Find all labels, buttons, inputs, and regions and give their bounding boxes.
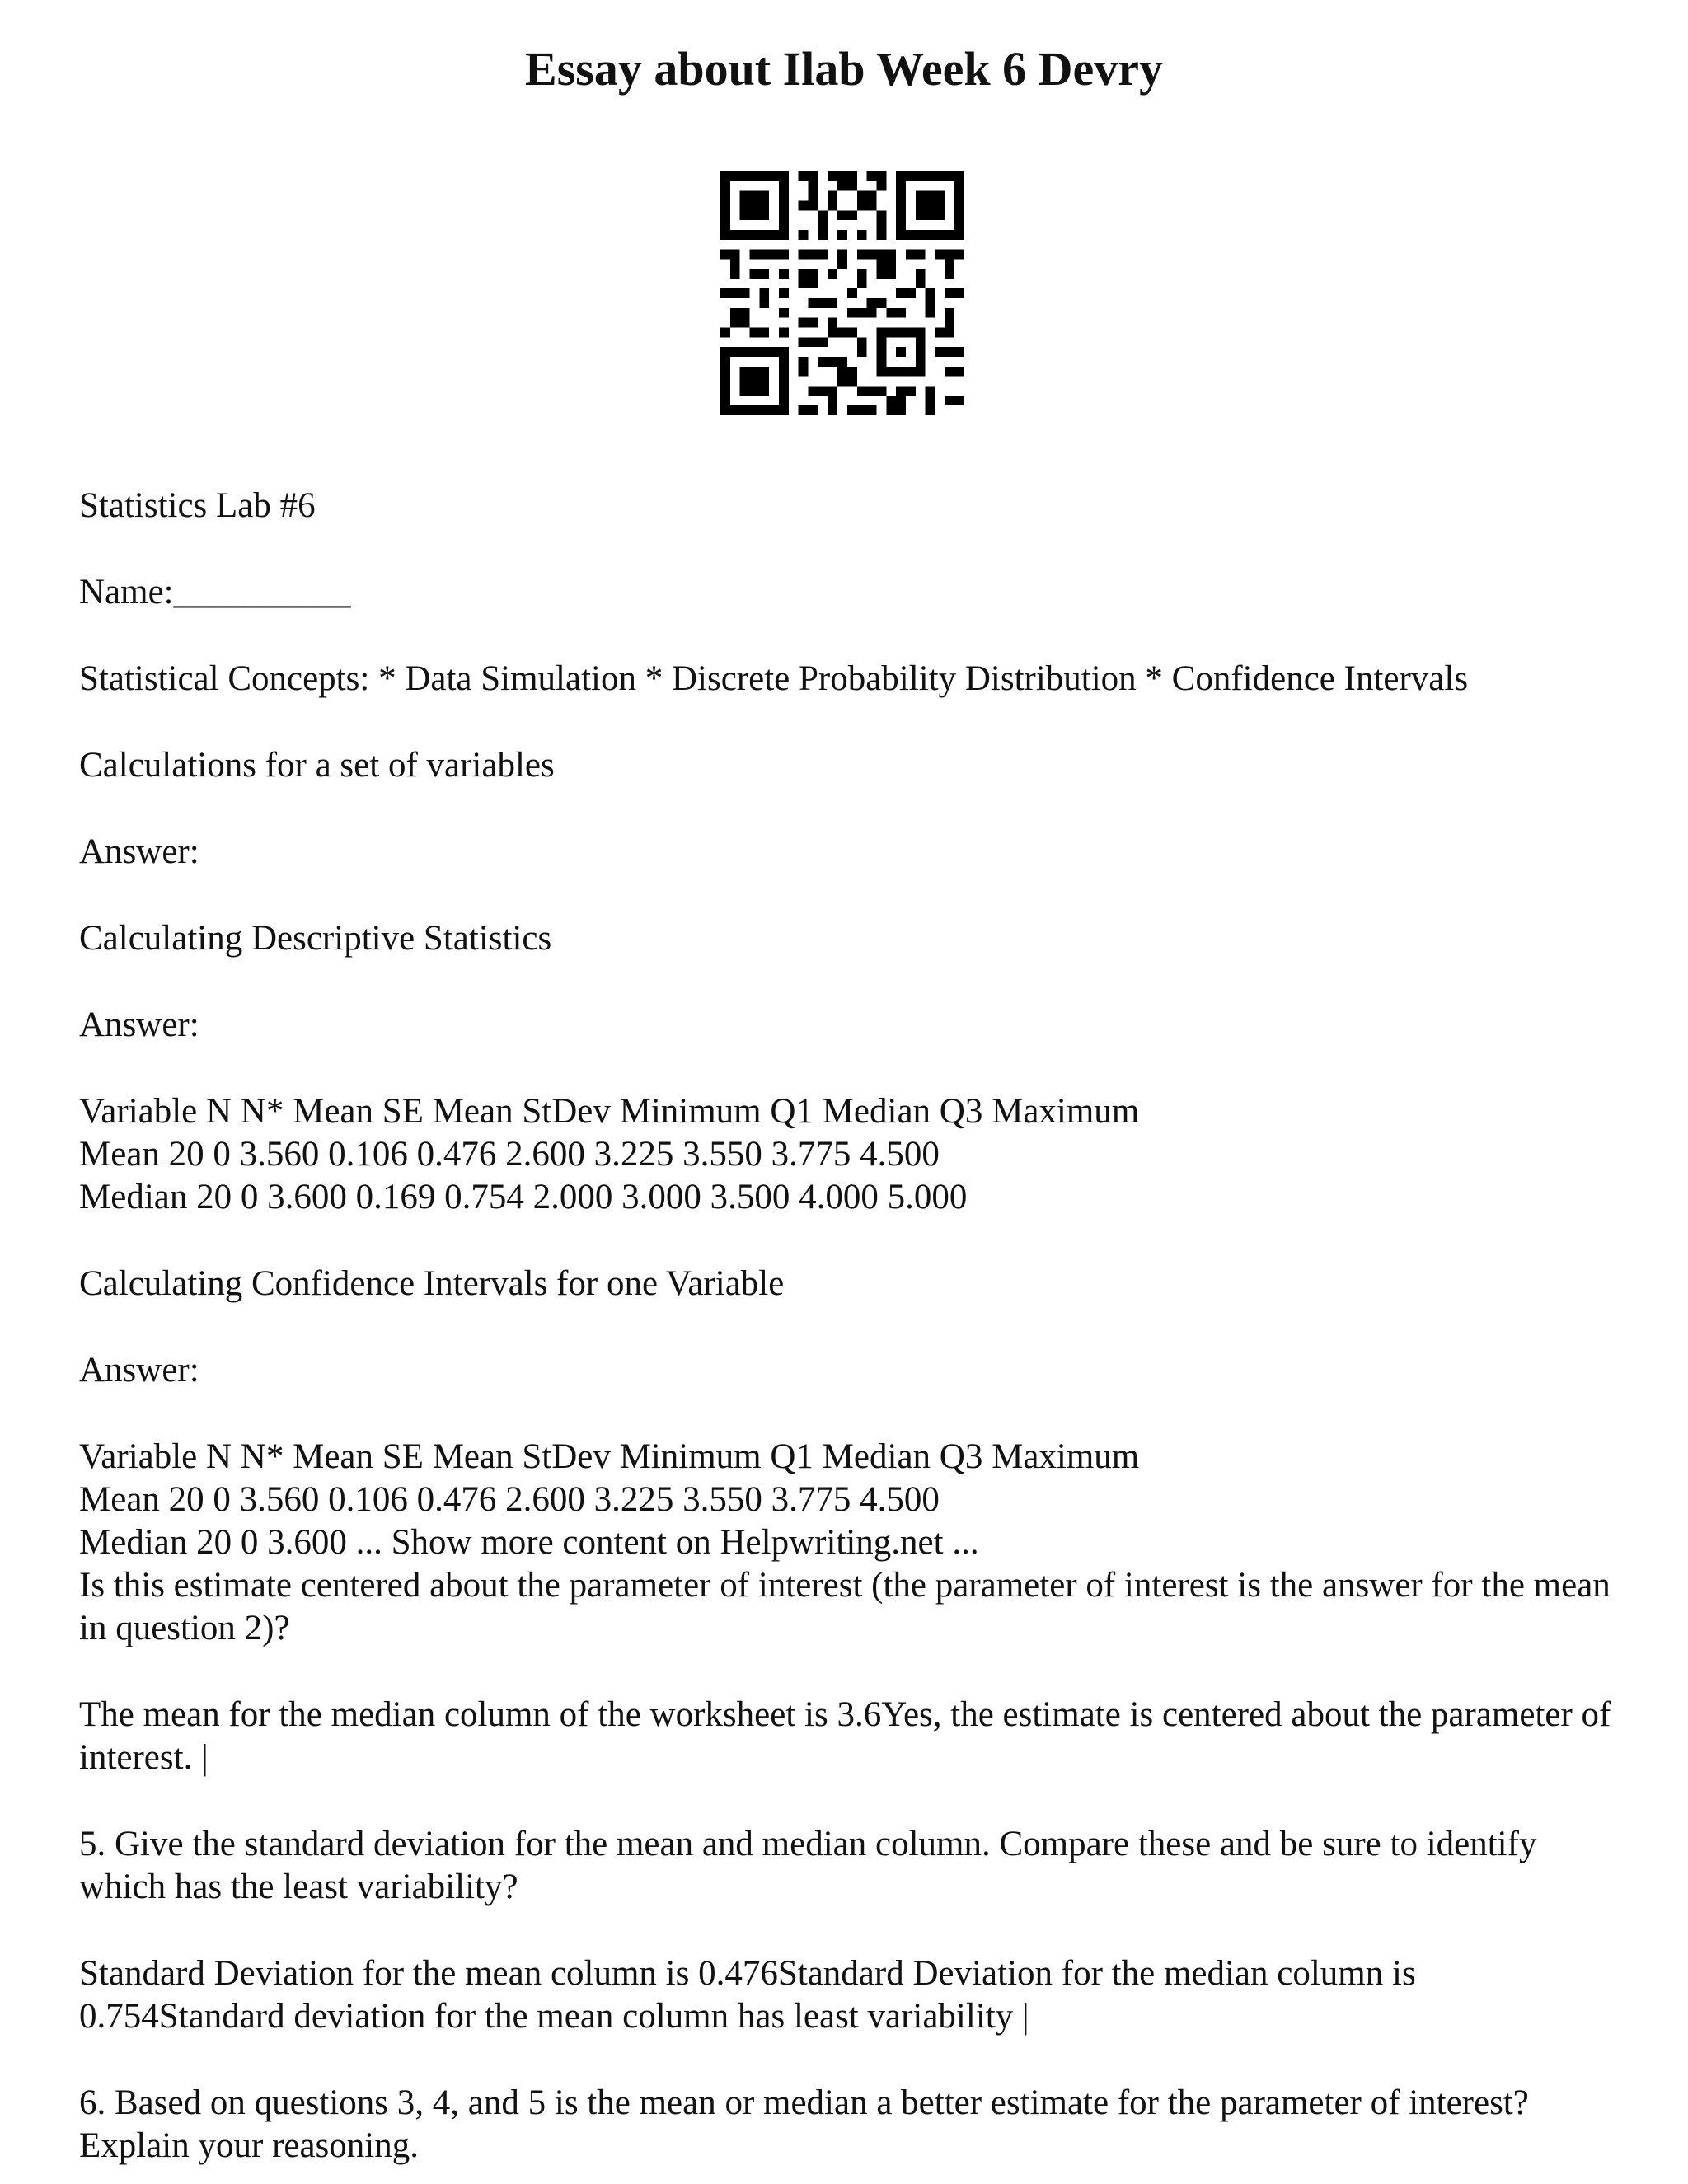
answer-5: Standard Deviation for the mean column is 0.476Standard Deviation for the median column is 0.754Standard deviation for the mean column has least variability | <box>79 1954 1416 2036</box>
answer-centered: The mean for the median column of the worksheet is 3.6Yes, the estimate is centered about the parameter of interest. | <box>79 1695 1611 1777</box>
answer-label: Answer: <box>79 1005 199 1044</box>
name-field-line: Name:__________ <box>79 573 351 612</box>
document-title: Essay about Ilab Week 6 Devry <box>525 42 1163 96</box>
question-centered: Is this estimate centered about the parameter of interest (the parameter of interest is the answer for the mean in question 2)? <box>79 1566 1611 1647</box>
section-heading-descriptive-statistics: Calculating Descriptive Statistics <box>79 919 552 958</box>
answer-label: Answer: <box>79 832 199 871</box>
output-row-mean: Mean 20 0 3.560 0.106 0.476 2.600 3.225 3.550 3.775 4.500 <box>79 1480 940 1519</box>
question-5: 5. Give the standard deviation for the mean and median column. Compare these and be sure to identify which has the least variability? <box>79 1825 1537 1906</box>
answer-label: Answer: <box>79 1351 199 1390</box>
section-heading-calculations: Calculations for a set of variables <box>79 746 555 785</box>
qr-code-icon <box>720 171 964 415</box>
output-row-median-truncated: Median 20 0 3.600 ... Show more content on Helpwriting.net ... <box>79 1523 979 1562</box>
output-header-row: Variable N N* Mean SE Mean StDev Minimum Q1 Median Q3 Maximum <box>79 1092 1140 1131</box>
lab-heading: Statistics Lab #6 <box>79 486 316 525</box>
section-heading-confidence-intervals: Calculating Confidence Intervals for one Variable <box>79 1264 785 1303</box>
statistical-concepts: Statistical Concepts: * Data Simulation * Discrete Probability Distribution * Confidence Intervals <box>79 659 1469 698</box>
question-6: 6. Based on questions 3, 4, and 5 is the mean or median a better estimate for the parameter of interest? Explain your reasoning. <box>79 2083 1529 2165</box>
output-row-median: Median 20 0 3.600 0.169 0.754 2.000 3.000 3.500 4.000 5.000 <box>79 1178 968 1216</box>
output-row-mean: Mean 20 0 3.560 0.106 0.476 2.600 3.225 3.550 3.775 4.500 <box>79 1135 940 1174</box>
output-header-row: Variable N N* Mean SE Mean StDev Minimum Q1 Median Q3 Maximum <box>79 1437 1140 1476</box>
